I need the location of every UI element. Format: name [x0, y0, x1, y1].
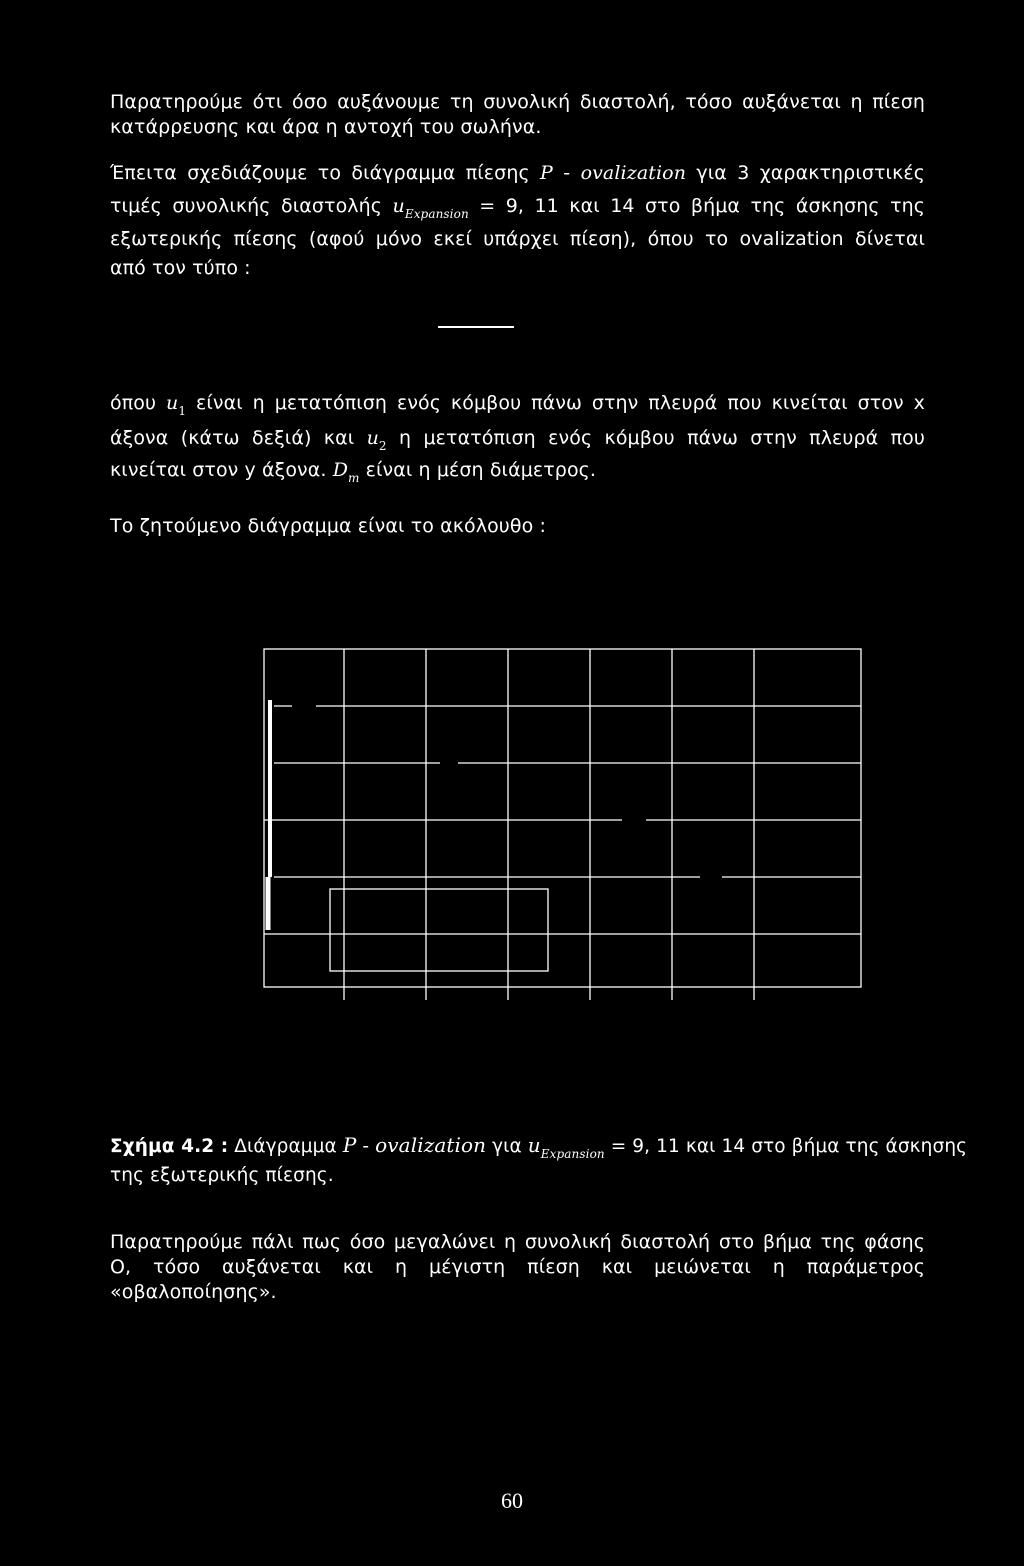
text: κινείται στον y άξονα. [110, 459, 327, 481]
paragraph-1-line-2: κατάρρευσης και άρα η αντοχή του σωλήνα. [110, 116, 542, 138]
text: όπου [110, 392, 157, 414]
text: για [492, 1136, 522, 1157]
math-expression [527, 1133, 651, 1161]
math-symbol-u: u [366, 427, 379, 449]
text: Έπειτα σχεδιάζουμε το διάγραμμα πίεσης [110, 162, 530, 184]
math-subscript: m [348, 471, 360, 485]
text: Διάγραμμα [234, 1136, 337, 1157]
math-symbol-u: u [166, 392, 179, 414]
text: 11 και 14 στο βήμα της άσκησης της [534, 195, 926, 217]
math-symbol-D: D [332, 459, 349, 481]
math-symbol-P: P [342, 1133, 357, 1157]
paragraph-4: Το ζητούμενο διάγραμμα είναι το ακόλουθο : [110, 515, 546, 537]
text: είναι η μέση διάμετρος. [365, 459, 597, 481]
math-equals: = 9, [479, 195, 525, 217]
text: για 3 χαρακτηριστικές [696, 162, 925, 184]
text: τιμές συνολικής διαστολής [110, 195, 383, 217]
paragraph-5-line-1: Παρατηρούμε πάλι πως όσο μεγαλώνει η συνολική διαστολή στο βήμα της φάσης [110, 1231, 925, 1253]
text: είναι η μετατόπιση ενός κόμβου πάνω στην πλευρά που κινείται στον x [196, 392, 925, 414]
math-ovalization: ovalization [375, 1133, 487, 1157]
text: η μετατόπιση ενός κόμβου πάνω στην πλευρά που [399, 427, 925, 449]
math-equals: = 9, [610, 1136, 651, 1157]
math-subscript: 2 [378, 439, 387, 453]
math-symbol-u: u [392, 195, 405, 217]
math-dash: - [356, 1136, 376, 1157]
paragraph-2-line-4: από τον τύπο : [110, 257, 251, 279]
paragraph-1-line-1: Παρατηρούμε ότι όσο αυξάνουμε τη συνολική διαστολή, τόσο αυξάνεται η πίεση [110, 91, 925, 113]
math-subscript: Expansion [404, 207, 469, 221]
caption-label: Σχήμα 4.2 : [110, 1136, 229, 1157]
math-symbol-u: u [527, 1133, 541, 1157]
paragraph-2-line-3: εξωτερικής πίεσης (αφού μόνο εκεί υπάρχει πίεση), όπου το ovalization δίνεται [110, 228, 925, 250]
math-dash: - [552, 162, 581, 184]
math-symbol-P: P [540, 162, 553, 184]
text: 11 και 14 στο βήμα της άσκησης [656, 1136, 968, 1157]
math-subscript: Expansion [540, 1147, 605, 1161]
math-ovalization: ovalization [580, 162, 687, 184]
paragraph-5-line-3: «οβαλοποίησης». [110, 1281, 277, 1303]
figure-caption-line-2: της εξωτερικής πίεσης. [110, 1165, 334, 1186]
paragraph-5-line-2: Ο, τόσο αυξάνεται και η μέγιστη πίεση και μειώνεται η παράμετρος [110, 1256, 925, 1278]
legend-box [330, 889, 548, 971]
page-number: 60 [501, 1488, 523, 1513]
text: άξονα (κάτω δεξιά) και [110, 427, 355, 449]
math-expression [342, 1133, 487, 1157]
math-subscript: 1 [178, 404, 187, 418]
chart-frame [264, 649, 861, 987]
figure-caption-line-1 [110, 1133, 968, 1166]
